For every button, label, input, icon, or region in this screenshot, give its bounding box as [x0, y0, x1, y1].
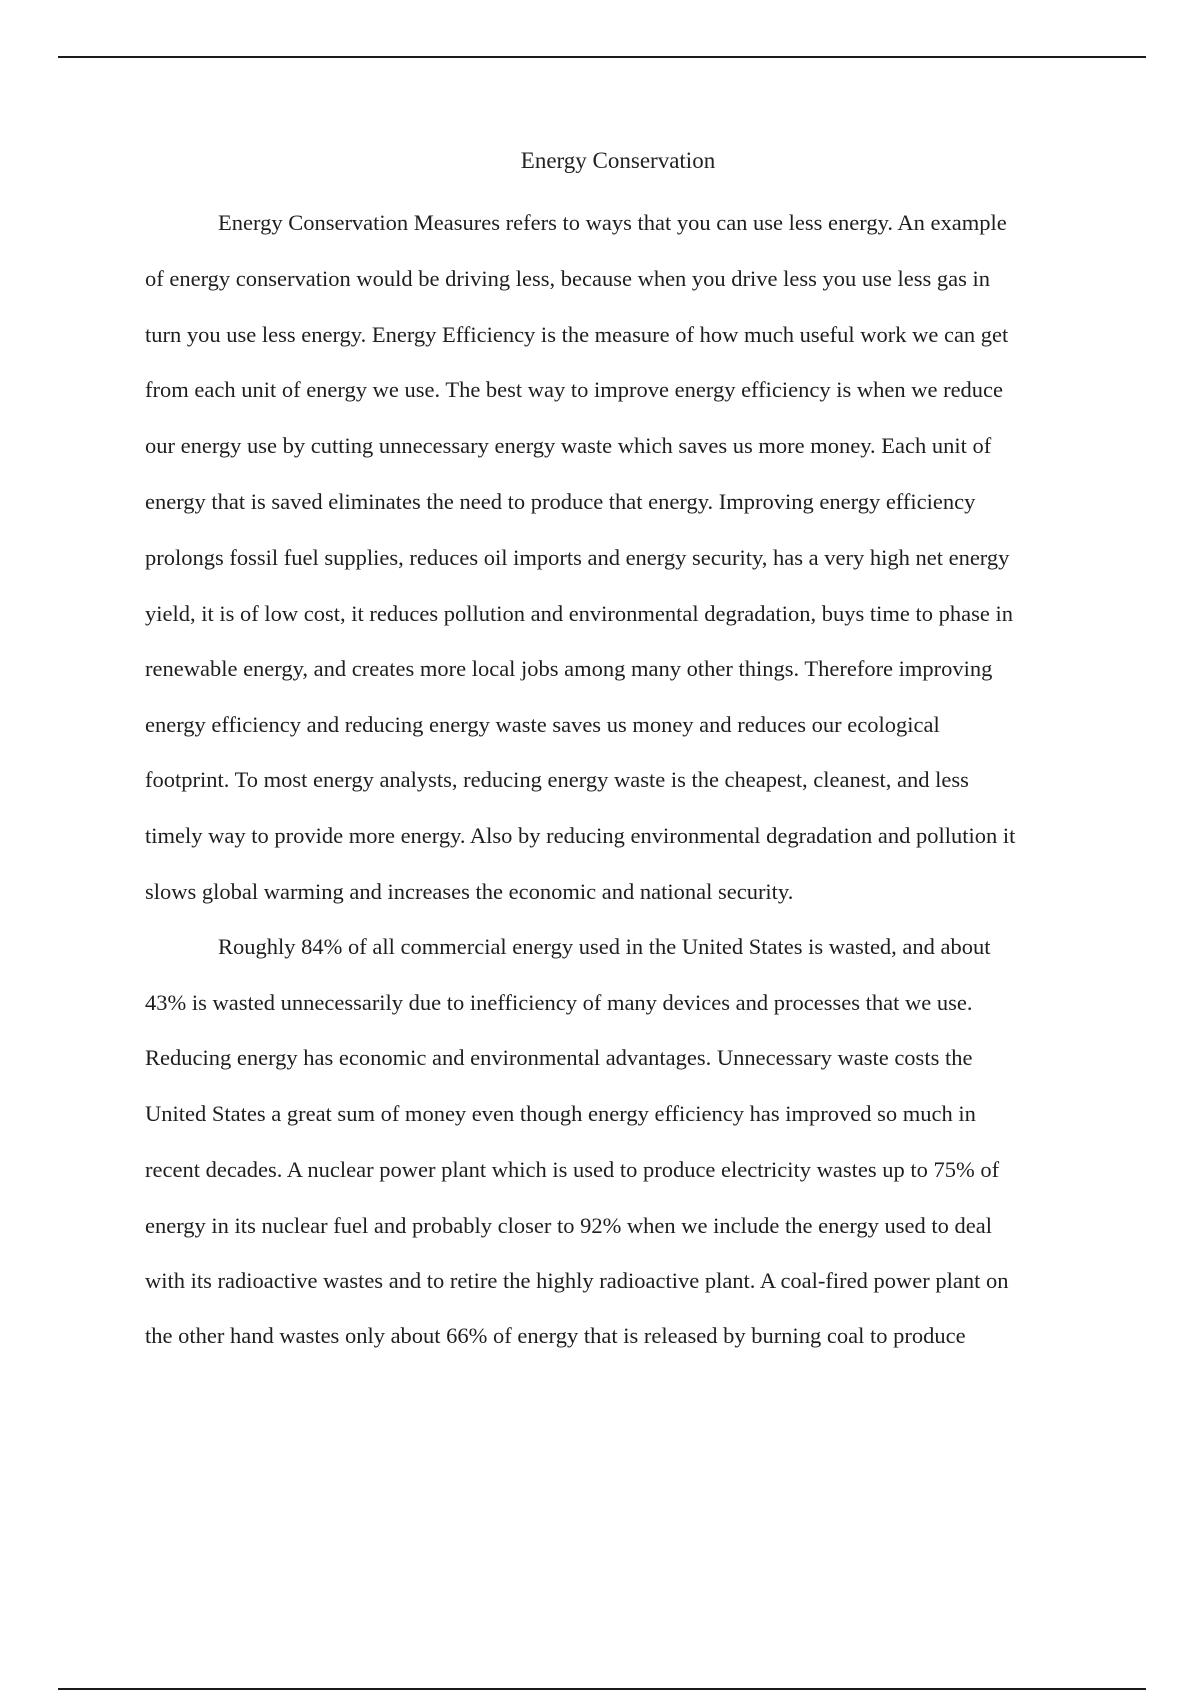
- paragraph-1-line-4: from each unit of energy we use. The best way to improve energy efficiency is when we reduce: [145, 377, 1004, 402]
- paragraph-2-line-2: 43% is wasted unnecessarily due to inefficiency of many devices and processes that we use.: [145, 990, 973, 1015]
- paragraph-1-line-7: prolongs fossil fuel supplies, reduces oil imports and energy security, has a very high net energy: [145, 545, 1010, 570]
- paragraph-1-line-8: yield, it is of low cost, it reduces pollution and environmental degradation, buys time to phase in: [145, 601, 1013, 626]
- paragraph-2-line-4: United States a great sum of money even though energy efficiency has improved so much in: [145, 1101, 976, 1126]
- top-page-rule: [58, 56, 1146, 58]
- paragraph-1-line-9: renewable energy, and creates more local jobs among many other things. Therefore improving: [145, 656, 993, 681]
- paragraph-1-line-12: timely way to provide more energy. Also by reducing environmental degradation and pollution it: [145, 823, 1016, 848]
- paragraph-1-line-6: energy that is saved eliminates the need to produce that energy. Improving energy efficiency: [145, 489, 976, 514]
- paragraph-2-line-6: energy in its nuclear fuel and probably closer to 92% when we include the energy used to deal: [145, 1213, 993, 1238]
- paragraph-1-line-10: energy efficiency and reducing energy waste saves us money and reduces our ecological: [145, 712, 940, 737]
- paragraph-2-line-1: Roughly 84% of all commercial energy used in the United States is wasted, and about: [218, 934, 991, 959]
- paragraph-2-line-8: the other hand wastes only about 66% of energy that is released by burning coal to produce: [145, 1323, 966, 1348]
- paragraph-1-line-1: Energy Conservation Measures refers to ways that you can use less energy. An example: [218, 210, 1007, 235]
- paragraph-1-line-11: footprint. To most energy analysts, reducing energy waste is the cheapest, cleanest, and less: [145, 767, 969, 792]
- paragraph-2-line-3: Reducing energy has economic and environmental advantages. Unnecessary waste costs the: [145, 1045, 973, 1070]
- paragraph-1-line-2: of energy conservation would be driving less, because when you drive less you use less gas in: [145, 266, 991, 291]
- paragraph-1-line-3: turn you use less energy. Energy Efficiency is the measure of how much useful work we can get: [145, 322, 1009, 347]
- paragraph-2-line-7: with its radioactive wastes and to retire the highly radioactive plant. A coal-fired power plant on: [145, 1268, 1009, 1293]
- paragraph-1-line-5: our energy use by cutting unnecessary energy waste which saves us more money. Each unit of: [145, 433, 992, 458]
- paragraph-1-line-13: slows global warming and increases the economic and national security.: [145, 879, 794, 904]
- document-title: Energy Conservation: [520, 148, 716, 173]
- bottom-page-rule: [58, 1688, 1146, 1690]
- paragraph-2-line-5: recent decades. A nuclear power plant which is used to produce electricity wastes up to 75% of: [145, 1157, 1000, 1182]
